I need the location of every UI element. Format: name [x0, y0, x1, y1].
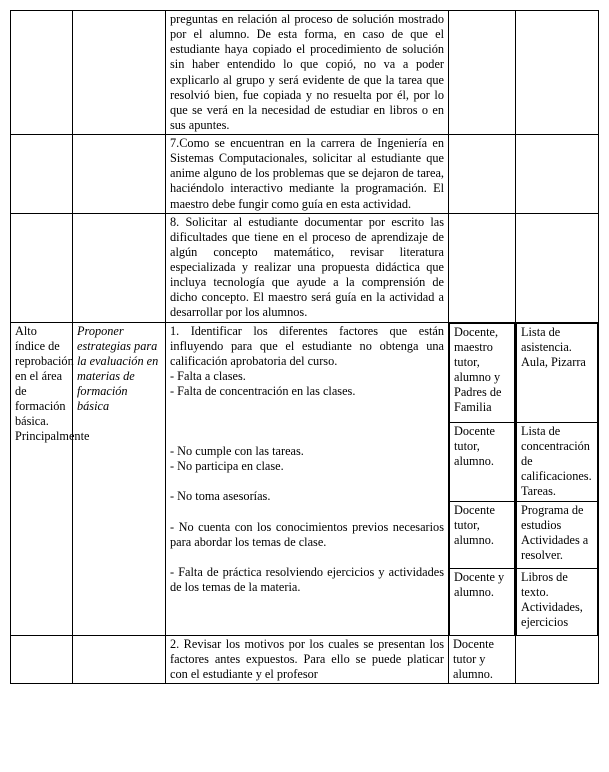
cell-problema [11, 135, 73, 214]
subrow [517, 568, 598, 635]
cell-recursos [516, 213, 599, 322]
cell-recursos [516, 635, 599, 683]
vertical-spacer [170, 474, 444, 489]
cell-problema [11, 213, 73, 322]
table-row [11, 213, 599, 322]
cell-recursos: Lista de concentración de calificaciones. Tareas. [517, 422, 598, 501]
vertical-spacer [170, 429, 444, 444]
acciones-bullet: - Falta a clases. [170, 368, 246, 383]
subrow [450, 501, 515, 568]
cell-recursos: Programa de estudios Actividades a resolver. [517, 501, 598, 568]
cell-responsables-group [449, 322, 516, 635]
cell-objetivo: Proponer estrategias para la evaluación en materias de formación básica [73, 322, 166, 635]
cell-acciones [166, 322, 449, 635]
cell-recursos [516, 11, 599, 135]
cell-recursos-group [516, 322, 599, 635]
main-table [10, 10, 599, 684]
acciones-bullet: - No toma asesorías. [170, 489, 271, 504]
vertical-spacer [170, 399, 444, 429]
responsables-subtable [449, 323, 515, 635]
cell-acciones: 8. Solicitar al estudiante documentar por escrito las dificultades que tiene en el proceso de aprendizaje de algún concepto matemático, revisar literatura especializada y realizar una propuesta didáctica que incluya tecnología que ayude a la comprensión de dicho concepto. El maestro será guía en la actividad a desarrollar por los alumnos. [166, 213, 449, 322]
acciones-bullet: - Falta de práctica resolviendo ejercicios y actividades de los temas de la materia. [170, 564, 444, 594]
cell-responsables: Docente tutor y alumno. [449, 635, 516, 683]
cell-objetivo [73, 135, 166, 214]
cell-responsables [449, 11, 516, 135]
cell-acciones: 2. Revisar los motivos por los cuales se presentan los factores antes expuestos. Para ello se puede platicar con el estudiante y el profesor [166, 635, 449, 683]
cell-problema [11, 11, 73, 135]
subrow [517, 323, 598, 422]
cell-acciones: preguntas en relación al proceso de solución mostrado por el alumno. De esta forma, en caso de que el estudiante haya copiado el procedimiento de solución sin haber entendido lo que copió, no va a poder explicarlo al grupo y será evidente de que la tarea que resolvió bien, fue copiada y no resuelta por él, por lo que se verá en la necesidad de estudiar en libros o en sus apuntes. [166, 11, 449, 135]
cell-recursos: Libros de texto. Actividades, ejercicios [517, 568, 598, 635]
acciones-bullet: - No participa en clase. [170, 459, 284, 474]
cell-problema: Alto índice de reprobación en el área de formación básica. Principalmente [11, 322, 73, 635]
acciones-bullet: - Falta de concentración en las clases. [170, 384, 356, 398]
recursos-subtable [516, 323, 598, 635]
cell-objetivo [73, 635, 166, 683]
table-row [11, 322, 599, 635]
cell-problema [11, 635, 73, 683]
cell-responsables [449, 213, 516, 322]
acciones-bullet: - No cumple con las tareas. [170, 444, 304, 459]
cell-acciones: 7.Como se encuentran en la carrera de Ingeniería en Sistemas Computacionales, solicitar al estudiante que anime alguno de los problemas que se dejaron de tarea, haciéndolo interactivo mediante la programación. El maestro debe fungir como guía en esta actividad. [166, 135, 449, 214]
cell-recursos [516, 135, 599, 214]
cell-objetivo [73, 11, 166, 135]
subrow [517, 501, 598, 568]
cell-responsables: Docente tutor, alumno. [450, 501, 515, 568]
table-row [11, 635, 599, 683]
cell-responsables [449, 135, 516, 214]
table-row [11, 11, 599, 135]
acciones-paragraph: 1. Identificar los diferentes factores que están influyendo para que el estudiante no obtenga una calificación aprobatoria del curso. [170, 323, 444, 368]
vertical-spacer [170, 505, 444, 520]
subrow [450, 323, 515, 422]
cell-recursos: Lista de asistencia. Aula, Pizarra [517, 323, 598, 422]
acciones-bullet: - No cuenta con los conocimientos previos necesarios para abordar los temas de clase. [170, 519, 444, 549]
cell-responsables: Docente tutor, alumno. [450, 422, 515, 501]
cell-responsables: Docente y alumno. [450, 568, 515, 635]
subrow [517, 422, 598, 501]
vertical-spacer [170, 550, 444, 565]
cell-responsables: Docente, maestro tutor, alumno y Padres de Familia [450, 323, 515, 422]
table-row [11, 135, 599, 214]
cell-objetivo [73, 213, 166, 322]
subrow [450, 568, 515, 635]
subrow [450, 422, 515, 501]
